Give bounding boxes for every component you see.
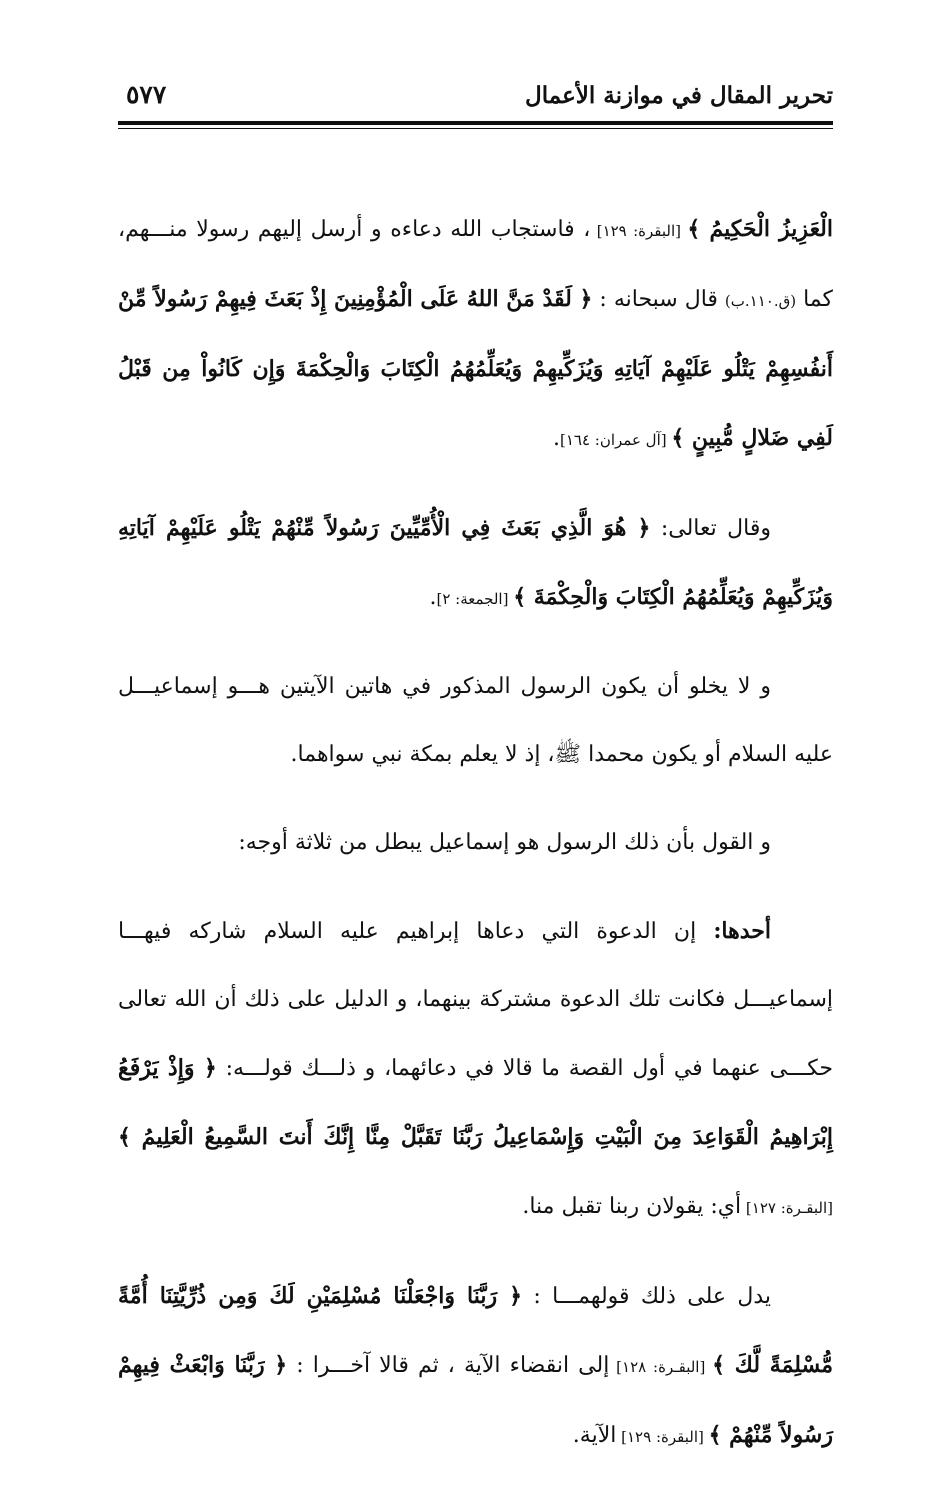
page-number: ٥٧٧: [126, 80, 167, 109]
body-span: إن الدعوة التي دعاها إبراهيم عليه السلام شاركه فيهـــا إسماعيـــل فكانت تلك الدعوة مشتركة بينهما، و الدليل على ذلك أن الله تعالى حكـــى عنهما في أول القصة ما قالا في دعائهما، و ذلـــك قولـــه:: [118, 919, 833, 1081]
body-span: الآية.: [572, 1423, 617, 1448]
quran-verse: ﴿ رَبَّنَا وَاجْعَلْنَا مُسْلِمَيْنِ لَكَ وَمِن ذُرِّيَّتِنَا أُمَّةً مُّسْلِمَةً لَّكَ ﴾: [118, 1283, 833, 1378]
paragraph: [118, 494, 833, 633]
running-title: تحرير المقال في موازنة الأعمال: [525, 82, 833, 109]
point-heading: أحدها:: [713, 918, 771, 944]
quran-verse: ﴿ رَبَّنَا وَابْعَثْ فِيهِمْ رَسُولاً مِّنْهُمْ ﴾: [118, 1352, 833, 1448]
citation: [آل عمران: ١٦٤]: [559, 431, 672, 449]
paragraph: [118, 653, 833, 789]
citation: [البقرة: ١٢٩]: [616, 1428, 709, 1446]
body-span: ، فاستجاب الله دعاءه و أرسل إليهم رسولا منـــهم، كما: [118, 217, 833, 312]
paragraph: [118, 1262, 833, 1471]
body-span: إلى انقضاء الآية ، ثم قالا آخـــرا :: [287, 1353, 610, 1378]
citation: [البقـرة: ١٢٨]: [609, 1358, 713, 1376]
quran-verse: ﴿ هُوَ الَّذِي بَعَثَ فِي الْأُمِّيِّينَ رَسُولاً مِّنْهُمْ يَتْلُو عَلَيْهِمْ آيَاتِهِ وَيُزَكِّيهِمْ وَيُعَلِّمُهُمُ الْكِتَابَ وَالْحِكْمَةَ ﴾: [118, 515, 833, 610]
quran-verse: الْعَزِيزُ الْحَكِيمُ ﴾: [687, 216, 834, 242]
citation: [الجمعة: ٢]: [436, 590, 514, 608]
body-text: [118, 195, 833, 1491]
page-header: [118, 70, 833, 114]
body-span: وقال تعالى:: [650, 516, 771, 541]
quran-verse: ﴿ وَإِذْ يَرْفَعُ إِبْرَاهِيمُ الْقَوَاعِدَ مِنَ الْبَيْتِ وَإِسْمَاعِيلُ رَبَّنَا تَقَبَّلْ مِنَّا إِنَّكَ أَنتَ السَّمِيعُ الْعَلِيمُ ﴾: [118, 1055, 833, 1150]
body-span: أي: يقولان ربنا تقبل منا.: [522, 1194, 742, 1219]
body-span: و القول بأن ذلك الرسول هو إسماعيل يبطل من ثلاثة أوجه:: [238, 830, 771, 855]
paragraph: [118, 809, 833, 877]
header-rule-thick: [118, 121, 833, 125]
citation: [البقـرة: ١٢٧]: [741, 1199, 833, 1217]
header-rule-thin: [118, 128, 833, 129]
body-span: يدل على ذلك قولهمـــا :: [521, 1284, 771, 1309]
body-span: و لا يخلو أن يكون الرسول المذكور في هاتين الآيتين هـــو إسماعيـــل عليه السلام أو يكون محمدا ﷺ، إذ لا يعلم بمكة نبي سواهما.: [118, 674, 833, 767]
paragraph: [118, 195, 833, 474]
body-span: .: [552, 426, 560, 451]
citation: (ق.١١٠.ب): [724, 292, 797, 310]
paragraph: [118, 897, 833, 1242]
citation: [البقرة: ١٢٩]: [590, 222, 688, 240]
quran-verse: ﴿ لَقَدْ مَنَّ اللهُ عَلَى الْمُؤْمِنِينَ إِذْ بَعَثَ فِيهِمْ رَسُولاً مِّنْ أَنفُسِهِمْ يَتْلُو عَلَيْهِمْ آيَاتِهِ وَيُزَكِّيهِمْ وَيُعَلِّمُهُمُ الْكِتَابَ وَالْحِكْمَةَ وَإِن كَانُواْ مِن قَبْلُ لَفِي ضَلالٍ مُّبِينٍ ﴾: [118, 286, 833, 451]
body-span: قال سبحانه :: [592, 287, 725, 312]
body-span: .: [429, 585, 437, 610]
